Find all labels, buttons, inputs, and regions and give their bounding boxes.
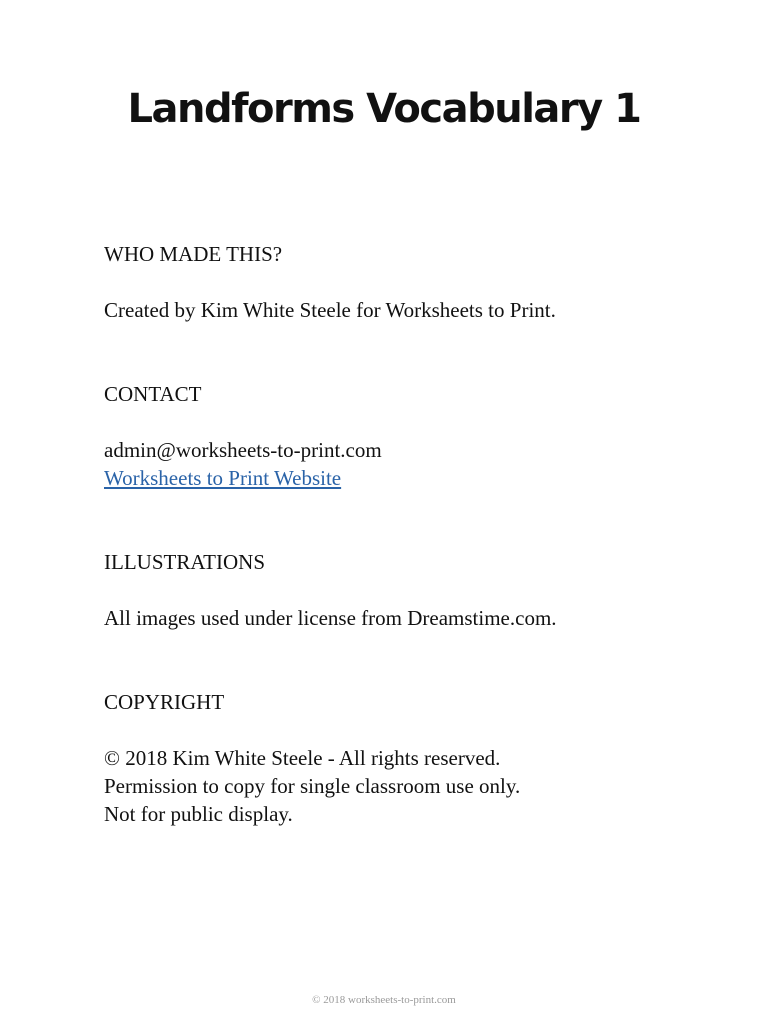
display-restriction-line: Not for public display.	[104, 802, 293, 826]
section-illustrations	[104, 548, 704, 632]
section-body	[104, 296, 704, 324]
section-who-made-this	[104, 240, 704, 324]
permission-line: Permission to copy for single classroom use only.	[104, 774, 521, 798]
section-heading: WHO MADE THIS?	[104, 242, 283, 266]
section-copyright	[104, 688, 704, 828]
credit-text: Created by Kim White Steele for Worksheets to Print.	[104, 298, 556, 322]
website-link[interactable]: Worksheets to Print Website	[104, 466, 342, 490]
document-body	[104, 240, 704, 828]
section-body	[104, 744, 704, 828]
section-heading: COPYRIGHT	[104, 690, 225, 714]
section-contact	[104, 380, 704, 492]
section-body	[104, 436, 704, 492]
page-title: Landforms Vocabulary 1	[127, 86, 641, 132]
section-heading: CONTACT	[104, 382, 202, 406]
section-body	[104, 604, 704, 632]
illustrations-text: All images used under license from Dreamstime.com.	[104, 606, 557, 630]
copyright-line: © 2018 Kim White Steele - All rights reserved.	[104, 746, 501, 770]
page-footer: © 2018 worksheets-to-print.com	[312, 994, 456, 1006]
contact-email: admin@worksheets-to-print.com	[104, 438, 382, 462]
section-heading: ILLUSTRATIONS	[104, 550, 265, 574]
